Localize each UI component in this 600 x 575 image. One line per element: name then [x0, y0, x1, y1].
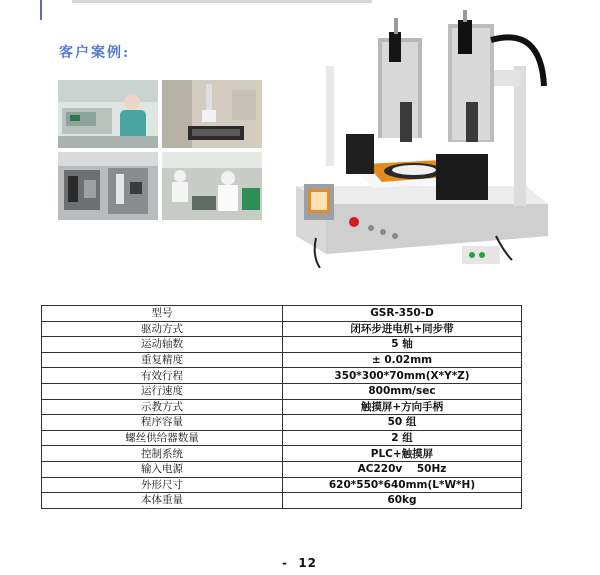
machine-closeup-photo — [58, 152, 158, 220]
spec-table — [41, 305, 522, 509]
spec-row — [42, 352, 522, 368]
header-faded-text — [72, 0, 372, 3]
spec-value: 60kg — [283, 493, 522, 509]
spec-label: 外形尺寸 — [42, 477, 283, 493]
spec-row — [42, 306, 522, 322]
spec-label: 螺丝供给器数量 — [42, 430, 283, 446]
spec-row — [42, 383, 522, 399]
spec-row — [42, 493, 522, 509]
spec-value: 2 组 — [283, 430, 522, 446]
spec-row — [42, 461, 522, 477]
section-title: 客户案例: — [59, 45, 131, 61]
spec-label: 运行速度 — [42, 383, 283, 399]
spec-value: 350*300*70mm(X*Y*Z) — [283, 368, 522, 384]
spec-label: 输入电源 — [42, 461, 283, 477]
spec-row — [42, 415, 522, 431]
spec-label: 运动轴数 — [42, 337, 283, 353]
spec-label: 型号 — [42, 306, 283, 322]
spec-value: 50 组 — [283, 415, 522, 431]
robot-arm-photo — [162, 80, 262, 148]
spec-label: 重复精度 — [42, 352, 283, 368]
spec-label: 程序容量 — [42, 415, 283, 431]
spec-label: 本体重量 — [42, 493, 283, 509]
spec-value: 5 轴 — [283, 337, 522, 353]
spec-value: PLC+触摸屏 — [283, 446, 522, 462]
workstation-photo — [58, 80, 158, 148]
spec-label: 驱动方式 — [42, 321, 283, 337]
screw-fastening-machine-image — [286, 6, 556, 268]
factory-workers-photo — [162, 152, 262, 220]
spec-value: ± 0.02mm — [283, 352, 522, 368]
spec-row — [42, 321, 522, 337]
spec-value: 620*550*640mm(L*W*H) — [283, 477, 522, 493]
spec-row — [42, 368, 522, 384]
spec-value: 闭环步进电机+同步带 — [283, 321, 522, 337]
header-accent-line — [40, 0, 42, 20]
spec-value: AC220v 50Hz — [283, 461, 522, 477]
spec-row — [42, 430, 522, 446]
spec-value: 触摸屏+方向手柄 — [283, 399, 522, 415]
spec-label: 控制系统 — [42, 446, 283, 462]
spec-row — [42, 399, 522, 415]
page-number: - 12 — [282, 556, 318, 570]
spec-label: 有效行程 — [42, 368, 283, 384]
spec-row — [42, 446, 522, 462]
spec-row — [42, 477, 522, 493]
spec-label: 示教方式 — [42, 399, 283, 415]
spec-value: 800mm/sec — [283, 383, 522, 399]
spec-value: GSR-350-D — [283, 306, 522, 322]
customer-case-photos — [58, 80, 262, 220]
spec-row — [42, 337, 522, 353]
